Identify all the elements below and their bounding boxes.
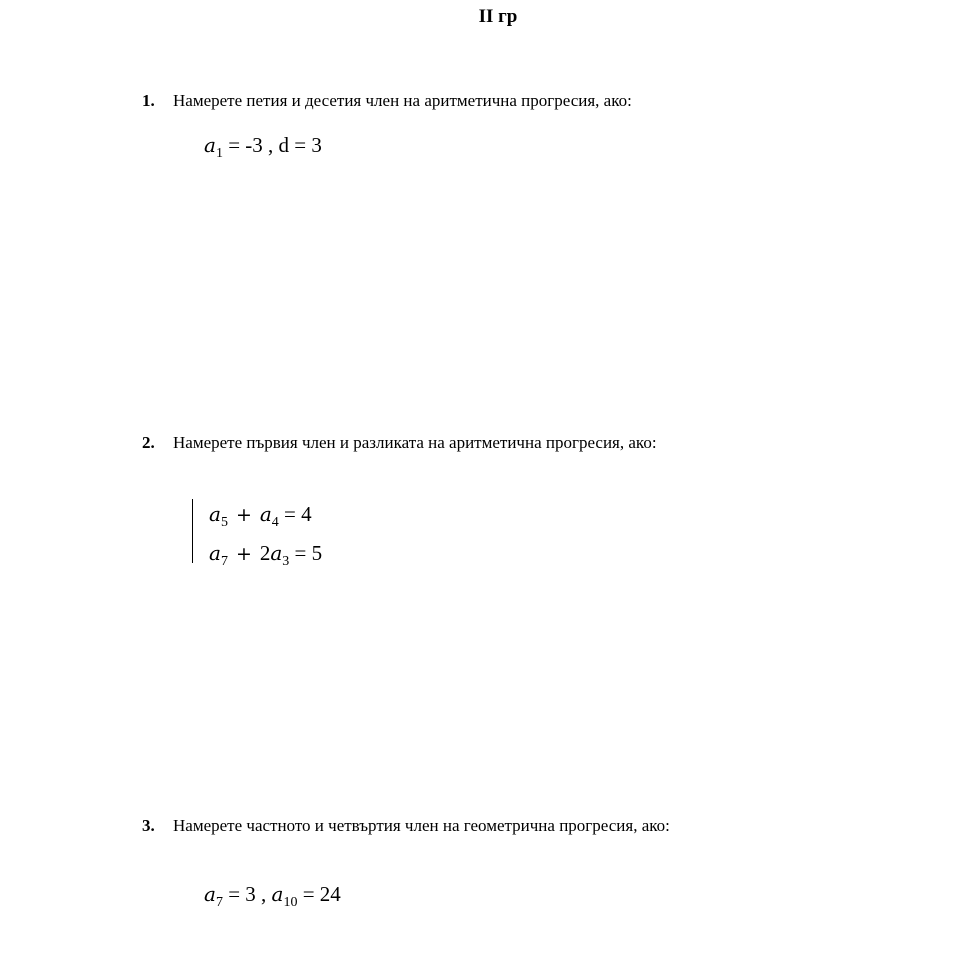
variable: a [259,502,272,526]
problem-number: 1. [142,91,155,110]
variable: a [204,882,216,906]
problem-number: 3. [142,816,155,835]
coefficient: 2 [259,541,271,565]
rhs: = 4 [278,502,312,526]
subscript: 7 [220,554,228,569]
condition-rest: = 24 [297,882,341,906]
equation-system [192,499,323,569]
problem-text: Намерете частното и четвъртия член на геометрична прогресия, ако: [173,816,670,835]
problem-3-condition [204,882,341,911]
variable: a [209,502,221,526]
condition-mid: = 3 , [222,882,272,906]
page-title: II гр [478,6,518,27]
variable: a [271,882,284,906]
problem-1-condition [204,133,322,162]
problem-1 [142,91,632,111]
variable: a [204,133,216,157]
subscript: 1 [215,146,223,161]
subscript: 10 [283,895,298,910]
equation-line-2 [209,538,322,577]
variable: a [270,541,283,565]
variable: a [209,541,221,565]
problem-number: 2. [142,433,155,452]
problem-text: Намерете петия и десетия член на аритметична прогресия, ако: [173,91,632,110]
problem-3 [142,816,670,836]
problem-2 [142,433,657,453]
subscript: 5 [220,515,228,530]
subscript: 3 [282,554,290,569]
subscript: 7 [215,895,223,910]
rhs: = 5 [289,541,323,565]
equation-line-1 [209,499,322,538]
plus-operator: + [235,543,252,565]
subscript: 4 [271,515,279,530]
plus-operator: + [235,504,252,526]
problem-text: Намерете първия член и разликата на аритметична прогресия, ако: [173,433,657,452]
condition-rest: = -3 , d = 3 [222,133,322,157]
